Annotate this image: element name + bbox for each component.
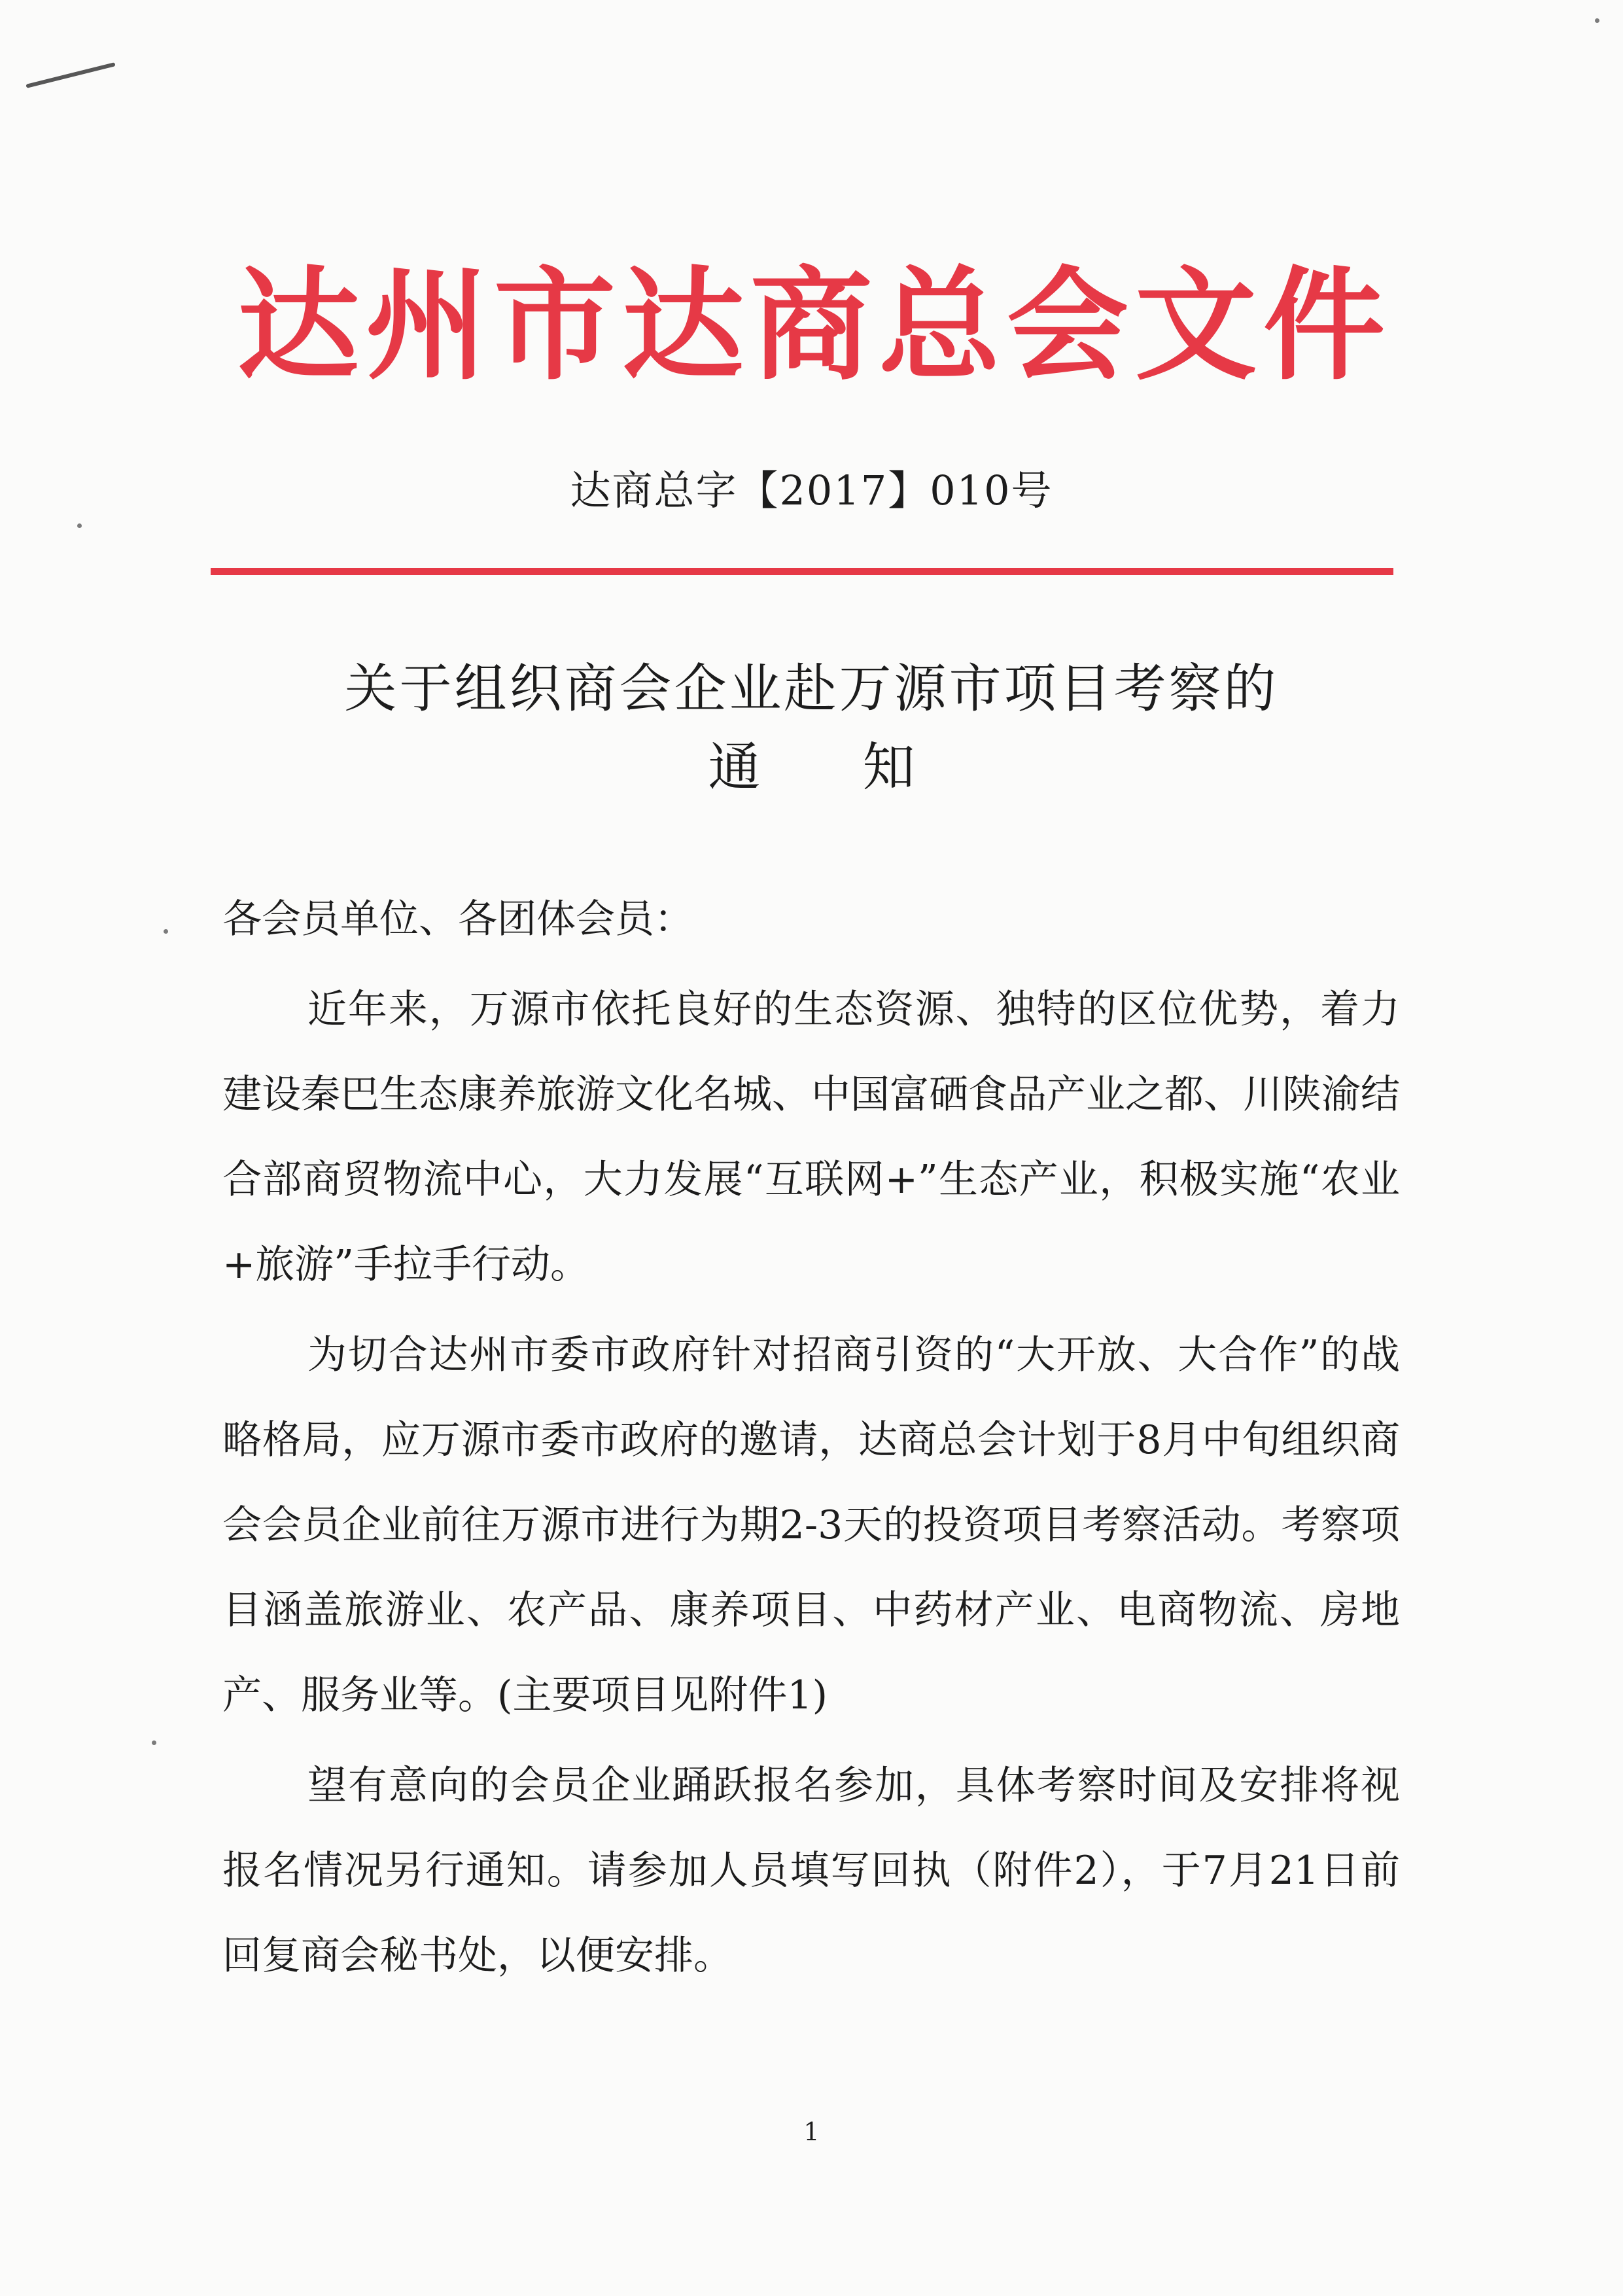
salutation: 各会员单位、各团体会员： xyxy=(222,896,693,942)
scan-speck xyxy=(152,1740,156,1745)
notice-title-char-1: 通 xyxy=(708,737,761,798)
notice-body xyxy=(222,877,1400,1998)
notice-title-char-2: 知 xyxy=(862,737,915,798)
paragraph-2: 为切合达州市委市政府针对招商引资的“大开放、大合作”的战略格局，应万源市委市政府的邀请，达商总会计划于8月中旬组织商会会员企业前往万源市进行为期2-3天的投资项目考察活动。考察项目涵盖旅游业、农产品、康养项目、中药材产业、电商物流、房地产、服务业等。(主要项目见附件1) xyxy=(222,1332,1400,1718)
scan-speck xyxy=(77,523,82,528)
scan-pen-mark xyxy=(26,62,115,88)
paragraph-1: 近年来，万源市依托良好的生态资源、独特的区位优势，着力建设秦巴生态康养旅游文化名城、中国富硒食品产业之都、川陕渝结合部商贸物流中心，大力发展“互联网+”生态产业，积极实施“农业+旅游”手拉手行动。 xyxy=(222,987,1400,1288)
scan-speck xyxy=(164,929,168,934)
scan-speck xyxy=(1595,18,1599,23)
document-number: 达商总字【2017】010号 xyxy=(570,467,1053,514)
notice-title-line-2 xyxy=(0,725,1623,800)
letterhead-title: 达州市达商总会文件 xyxy=(237,253,1391,397)
page-number: 1 xyxy=(803,2117,820,2146)
red-divider-rule xyxy=(211,568,1393,575)
paragraph-3: 望有意向的会员企业踊跃报名参加，具体考察时间及安排将视报名情况另行通知。请参加人员填写回执（附件2），于7月21日前回复商会秘书处，以便安排。 xyxy=(222,1763,1400,1979)
notice-title-line-1: 关于组织商会企业赴万源市项目考察的 xyxy=(344,658,1279,719)
